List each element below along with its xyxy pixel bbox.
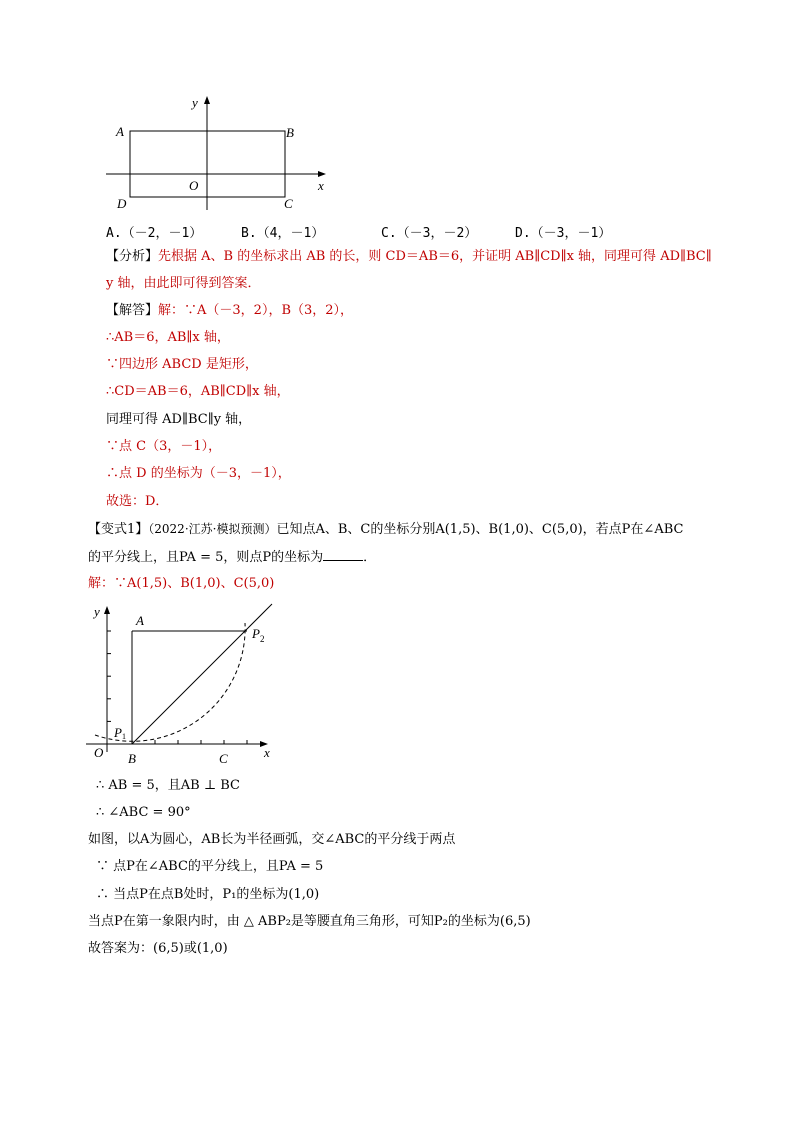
step-7: 故答案为：(6,5)或(1,0)	[88, 941, 228, 956]
variant-question-2: 的平分线上，且PA = 5，则点P的坐标为	[88, 550, 324, 565]
dashed-arc	[95, 623, 245, 741]
analysis-tag: 【分析】	[106, 249, 159, 264]
answer-blank	[323, 548, 363, 561]
y-axis-arrow	[204, 96, 210, 104]
solution-line-6: ∵点 C（3，－1），	[106, 439, 222, 454]
variant-question-2-end: ．	[363, 550, 377, 565]
option-d: D.（－3，－1）	[515, 226, 612, 241]
analysis-line-1	[106, 248, 712, 266]
solution-text-1: 解：∵A（－3，2），B（3，2），	[158, 303, 354, 318]
variant-solution-head: 解：∵A(1,5)、B(1,0)、C(5,0)	[88, 576, 275, 591]
label-o: O	[189, 178, 199, 193]
label-c: C	[284, 196, 293, 211]
variant-question-1: 已知点A、B、C的坐标分别A(1,5)、B(1,0)、C(5,0)，若点P在∠ABC	[276, 522, 684, 537]
label-x: x	[318, 178, 324, 193]
label-y-2: y	[94, 604, 100, 619]
x-axis-arrow	[318, 171, 326, 177]
figure-bisector-arc	[0, 600, 794, 780]
solution-line-5: 同理可得 AD∥BC∥y 轴，	[106, 412, 252, 427]
label-y: y	[192, 95, 198, 110]
y-axis-2-arrow	[104, 606, 110, 614]
step-1: ∴ AB = 5，且AB ⊥ BC	[96, 778, 240, 793]
step-4: ∵ 点P在∠ABC的平分线上，且PA = 5	[96, 859, 324, 874]
variant-line-1	[88, 520, 683, 539]
solution-line-4: ∴CD＝AB＝6，AB∥CD∥x 轴，	[106, 384, 290, 399]
variant-source: （2022·江苏·模拟预测）	[148, 522, 277, 536]
analysis-text-1: 先根据 A、B 的坐标求出 AB 的长，则 CD＝AB＝6，并证明 AB∥CD∥x 轴，同理可得 AD∥BC∥	[158, 249, 712, 264]
x-ticks	[132, 740, 247, 744]
label-a: A	[116, 124, 124, 139]
variant-tag: 【变式1】	[88, 522, 149, 537]
solution-tag: 【解答】	[106, 303, 159, 318]
label-x-2: x	[264, 745, 270, 760]
label-b-2: B	[128, 751, 136, 766]
step-3: 如图，以A为圆心，AB长为半径画弧，交∠ABC的平分线于两点	[88, 832, 456, 847]
step-2: ∴ ∠ABC = 90°	[96, 805, 191, 820]
solution-line-3: ∵四边形 ABCD 是矩形，	[106, 357, 258, 372]
label-c-2: C	[219, 751, 228, 766]
figure-rectangle-axes	[0, 0, 794, 230]
label-o-2: O	[94, 745, 104, 760]
solution-line-8: 故选：D．	[106, 494, 169, 509]
variant-line-2	[88, 548, 376, 567]
analysis-line-2: y 轴，由此即可得到答案．	[106, 276, 261, 291]
y-ticks	[107, 631, 111, 721]
solution-line-1	[106, 302, 353, 320]
option-a: A.（－2，－1）	[106, 226, 203, 241]
solution-line-2: ∴AB＝6，AB∥x 轴，	[106, 330, 230, 345]
angle-bisector	[132, 604, 272, 744]
step-5: ∴ 当点P在点B处时，P₁的坐标为(1,0)	[96, 887, 320, 902]
option-c: C.（－3，－2）	[381, 226, 478, 241]
label-p2: $P_2$	[252, 626, 265, 644]
option-b: B.（4，－1）	[241, 226, 325, 241]
label-p1: P1	[114, 725, 126, 741]
solution-line-7: ∴点 D 的坐标为（－3，－1），	[106, 466, 291, 481]
label-d: D	[117, 196, 127, 211]
label-a-2: A	[136, 613, 144, 628]
label-b: B	[286, 125, 294, 140]
step-6: 当点P在第一象限内时，由 △ ABP₂是等腰直角三角形，可知P₂的坐标为(6,5)	[88, 914, 531, 929]
